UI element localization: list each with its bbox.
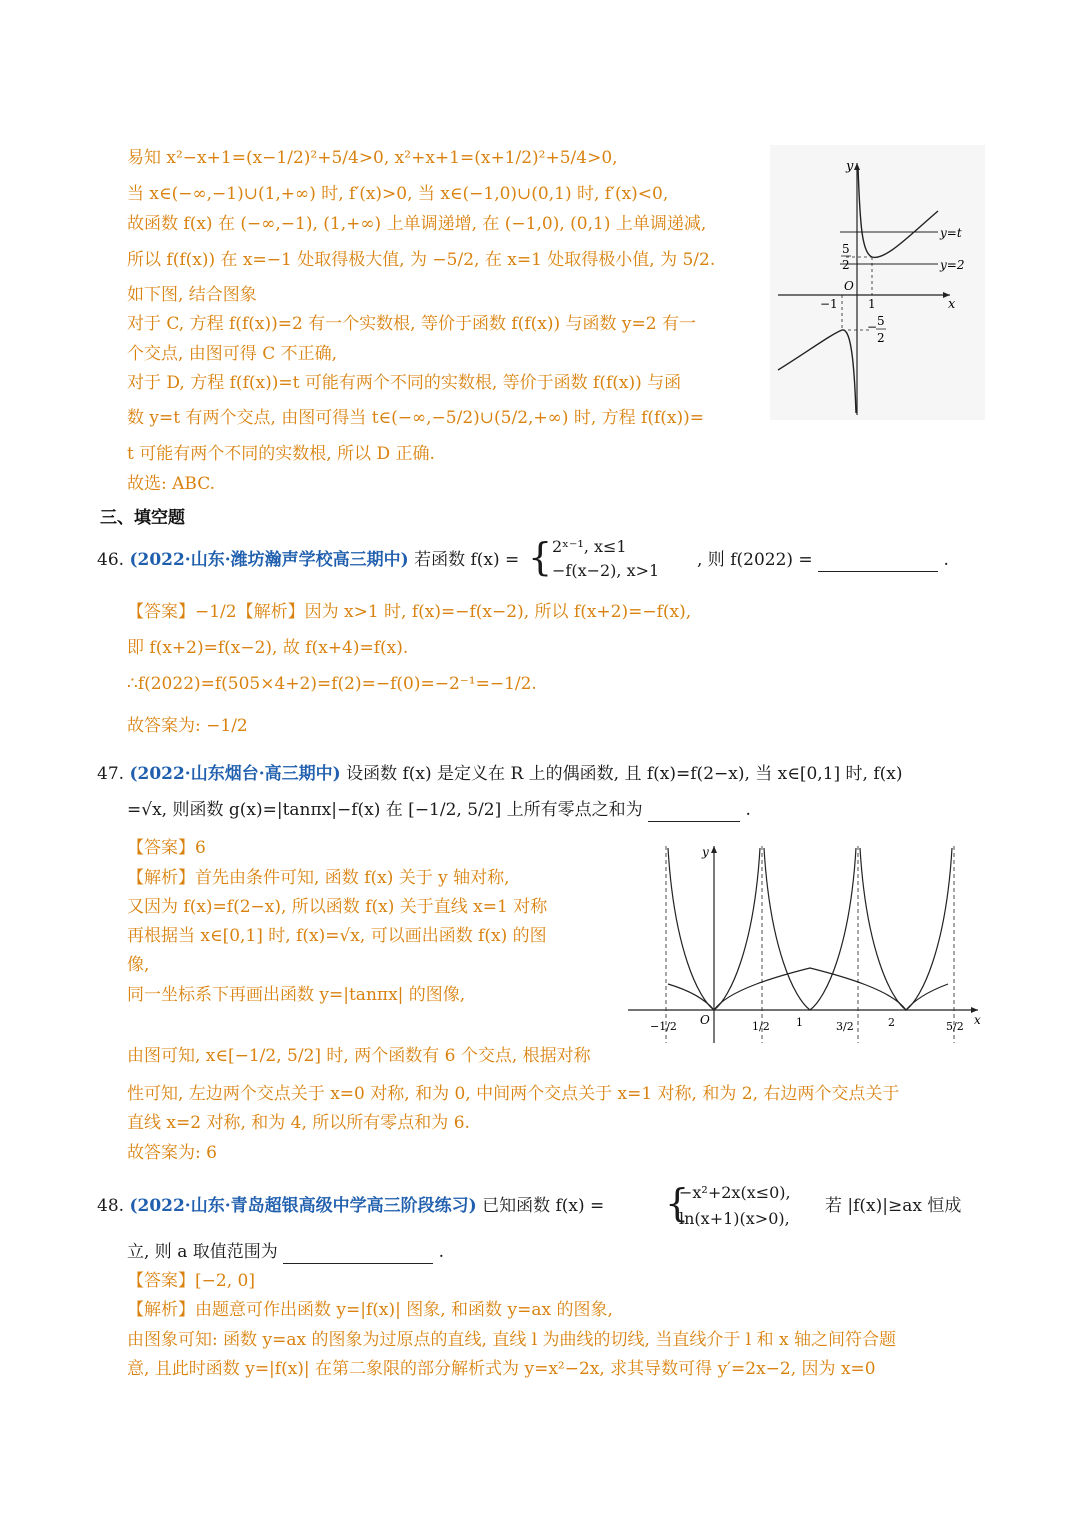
q46-source: (2022·山东·潍坊瀚声学校高三期中): [129, 550, 409, 570]
figure-background: [770, 145, 985, 420]
q46-stem-tail: [697, 548, 949, 572]
q47-stem-line-1: [97, 762, 903, 786]
prev-solution-line-5: 如下图, 结合图象: [127, 285, 257, 305]
tick-1: 1: [796, 1016, 803, 1029]
label-y-t: y=t: [940, 226, 962, 240]
q46-solution-line-3: ∴f(2022)=f(505×4+2)=f(2)=−f(0)=−2⁻¹=−1/2.: [127, 674, 537, 694]
q46-stem-after: , 则 f(2022) =: [697, 550, 813, 570]
q47-solution-line-7: 性可知, 左边两个交点关于 x=0 对称, 和为 0, 中间两个交点关于 x=1 对称, 和为 2, 右边两个交点关于: [127, 1084, 900, 1104]
q47-end: .: [745, 800, 751, 820]
q47-solution-line-8: 直线 x=2 对称, 和为 4, 所以所有零点和为 6.: [127, 1113, 470, 1133]
tan-branch-2: [764, 848, 856, 1010]
q47-solution-line-3: 再根据当 x∈[0,1] 时, f(x)=√x, 可以画出函数 f(x) 的图: [127, 926, 547, 946]
q48-number: 48.: [97, 1196, 125, 1216]
fx-graph-figure: [770, 145, 985, 420]
tick-three-half: 3/2: [836, 1020, 854, 1033]
tan-branch-3: [860, 848, 952, 1010]
q48-brace: {: [665, 1181, 690, 1225]
q48-solution-line-1: 【解析】由题意可作出函数 y=|f(x)| 图象, 和函数 y=ax 的图象,: [127, 1300, 613, 1320]
tick-neg-sign: −: [867, 320, 878, 334]
prev-solution-line-4: 所以 f(f(x)) 在 x=−1 处取得极大值, 为 −5/2, 在 x=1 处取得极小值, 为 5/2.: [127, 250, 716, 270]
q47-solution-line-9: 故答案为: 6: [127, 1143, 217, 1163]
prev-solution-line-10: t 可能有两个不同的实数根, 所以 D 正确.: [127, 444, 435, 464]
prev-solution-line-2: 当 x∈(−∞,−1)∪(1,+∞) 时, f′(x)>0, 当 x∈(−1,0)∪(0,1) 时, f′(x)<0,: [127, 184, 669, 204]
q47-stem-line-2: [127, 798, 751, 822]
q46-piece-1: 2ˣ⁻¹, x≤1: [552, 537, 627, 556]
label-y-2: y=2: [940, 258, 965, 272]
q47-solution-line-6: 由图可知, x∈[−1/2, 5/2] 时, 两个函数有 6 个交点, 根据对称: [127, 1046, 591, 1066]
q46-solution-line-2: 即 f(x+2)=f(x−2), 故 f(x+4)=f(x).: [127, 638, 409, 658]
q48-answer: 【答案】[−2, 0]: [127, 1271, 255, 1291]
q47-solution-line-5: 同一坐标系下再画出函数 y=|tanπx| 的图像,: [127, 985, 466, 1005]
q46-piece-2: −f(x−2), x>1: [552, 561, 660, 580]
origin-label: O: [844, 279, 854, 293]
q48-source: (2022·山东·青岛超银高级中学高三阶段练习): [129, 1196, 477, 1216]
q48-answer-blank[interactable]: [283, 1245, 433, 1264]
x-axis-label: x: [948, 297, 956, 312]
tick-2: 2: [888, 1016, 895, 1029]
tick-5-2-num: 5: [842, 242, 850, 256]
q47-number: 47.: [97, 764, 125, 784]
prev-solution-line-9: 数 y=t 有两个交点, 由图可得当 t∈(−∞,−5/2)∪(5/2,+∞) 时, 方程 f(f(x))=: [127, 408, 705, 428]
q46-number: 46.: [97, 550, 125, 570]
q46-stem-before: 若函数 f(x) =: [414, 550, 520, 570]
tick-neg-half: −1/2: [650, 1020, 677, 1033]
q47-solution-line-2: 又因为 f(x)=f(2−x), 所以函数 f(x) 关于直线 x=1 对称: [127, 897, 548, 917]
tick-neg-5-2-num: 5: [877, 314, 885, 328]
prev-solution-line-11: 故选: ABC.: [127, 474, 216, 494]
y-axis-arrow-icon: [711, 846, 717, 853]
tick-minus-1: −1: [820, 297, 838, 311]
q46-answer-line: 【答案】−1/2【解析】因为 x>1 时, f(x)=−f(x−2), 所以 f(x+2)=−f(x),: [127, 602, 692, 622]
q48-stem-line-2: [127, 1240, 444, 1264]
prev-solution-line-6: 对于 C, 方程 f(f(x))=2 有一个实数根, 等价于函数 f(f(x)) 与函数 y=2 有一: [127, 314, 696, 334]
tick-half: 1/2: [752, 1020, 770, 1033]
q47-stem-2: =√x, 则函数 g(x)=|tanπx|−f(x) 在 [−1/2, 5/2] 上所有零点之和为: [127, 800, 643, 820]
q47-solution-line-1: 【解析】首先由条件可知, 函数 f(x) 关于 y 轴对称,: [127, 868, 510, 888]
prev-solution-line-7: 个交点, 由图可得 C 不正确,: [127, 344, 338, 364]
q48-piece-2: ln(x+1)(x>0),: [679, 1209, 790, 1228]
q48-stem-before: 已知函数 f(x) =: [482, 1196, 605, 1216]
q46-end: .: [943, 550, 949, 570]
q47-stem-1: 设函数 f(x) 是定义在 R 上的偶函数, 且 f(x)=f(2−x), 当 x∈[0,1] 时, f(x): [346, 764, 903, 784]
q47-answer-blank[interactable]: [648, 803, 740, 822]
f-curve: [668, 968, 948, 1010]
prev-solution-line-3: 故函数 f(x) 在 (−∞,−1), (1,+∞) 上单调递增, 在 (−1,0), (0,1) 上单调递减,: [127, 214, 707, 234]
prev-solution-line-8: 对于 D, 方程 f(f(x))=t 可能有两个不同的实数根, 等价于函数 f(f(x)) 与函: [127, 373, 682, 393]
q46-brace: {: [528, 535, 553, 579]
q48-piece-1: −x²+2x(x≤0),: [679, 1183, 791, 1202]
q48-solution-line-2: 由图象可知: 函数 y=ax 的图象为过原点的直线, 直线 l 为曲线的切线, 当直线介于 l 和 x 轴之间符合题: [127, 1330, 897, 1350]
y-axis-label: y: [702, 845, 709, 859]
q48-stem-2: 立, 则 a 取值范围为: [127, 1242, 278, 1262]
tan-graph-figure: [628, 838, 988, 1050]
prev-solution-line-1: 易知 x²−x+1=(x−1/2)²+5/4>0, x²+x+1=(x+1/2)²+5/4>0,: [127, 148, 618, 168]
tick-5-2-den: 2: [842, 258, 850, 272]
x-axis-label: x: [974, 1013, 981, 1027]
q48-stem-after: 若 |f(x)|≥ax 恒成: [825, 1196, 962, 1216]
q46-solution-line-4: 故答案为: −1/2: [127, 716, 248, 736]
origin-label: O: [700, 1013, 710, 1027]
q47-source: (2022·山东烟台·高三期中): [129, 764, 341, 784]
y-axis-label: y: [846, 159, 854, 174]
tick-1: 1: [868, 297, 876, 311]
q48-end: .: [438, 1242, 444, 1262]
q48-solution-line-3: 意, 且此时函数 y=|f(x)| 在第二象限的部分解析式为 y=x²−2x, 求其导数可得 y′=2x−2, 因为 x=0: [127, 1359, 876, 1379]
q46-stem: [97, 548, 519, 572]
tick-neg-5-2-den: 2: [877, 331, 885, 345]
q48-stem: [97, 1194, 604, 1218]
q47-answer: 【答案】6: [127, 838, 206, 858]
q46-answer-blank[interactable]: [818, 553, 938, 572]
tick-five-half: 5/2: [946, 1020, 964, 1033]
section-title: 三、填空题: [100, 508, 185, 528]
q47-solution-line-4: 像,: [127, 955, 150, 975]
